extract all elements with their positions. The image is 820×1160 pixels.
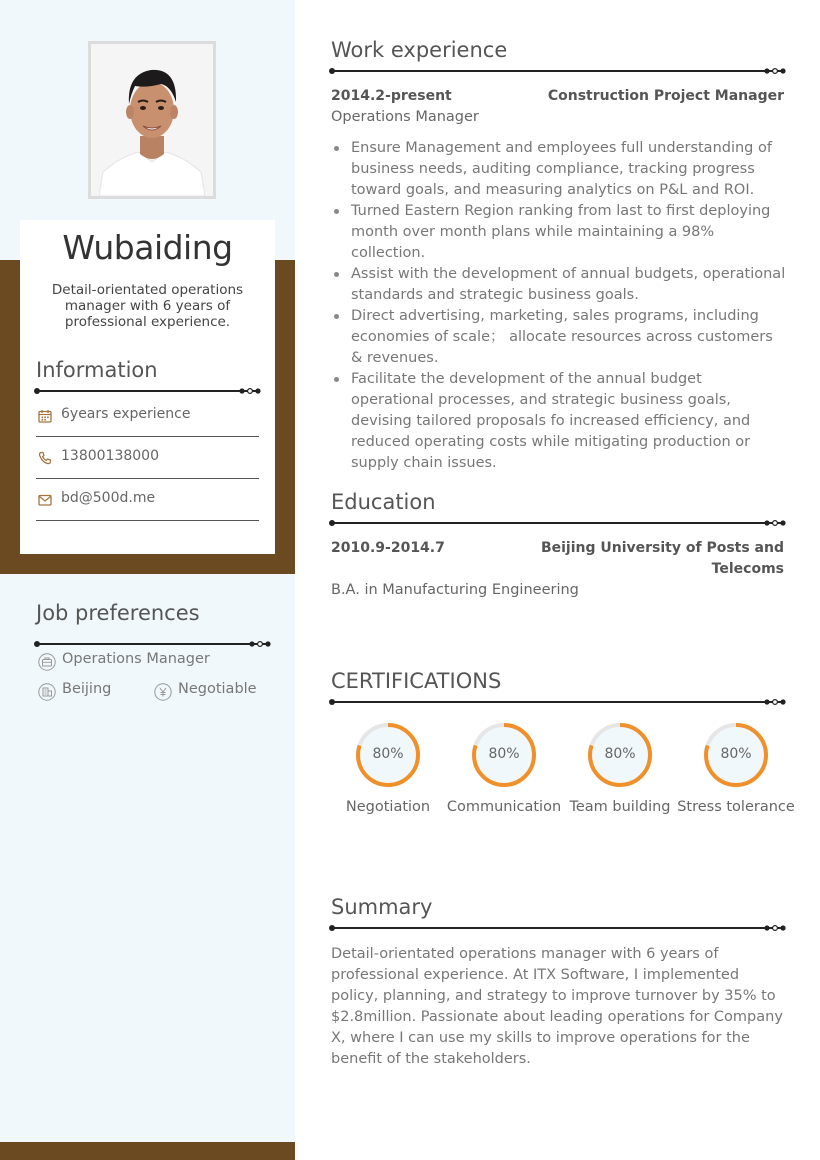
information-title: Information bbox=[36, 358, 158, 382]
cert-label-stress-tolerance: Stress tolerance bbox=[677, 799, 795, 815]
section-divider bbox=[331, 66, 784, 76]
education-date: 2010.9-2014.7 bbox=[331, 540, 445, 556]
list-item: Direct advertising, marketing, sales programs, including economies of scale； allocate resources across customers & revenues. bbox=[331, 306, 786, 369]
profile-name: Wubaiding bbox=[62, 228, 233, 267]
cert-label-negotiation: Negotiation bbox=[345, 799, 431, 815]
cert-label-team-building: Team building bbox=[569, 799, 671, 815]
education-school bbox=[541, 538, 784, 580]
summary-text: Detail-orientated operations manager with 6 years of professional experience. At ITX Software, I implemented policy, planning, and strategy to improve turnover by 35% to $2.8million. Passionate about leading operations for Company X, where I can use my skills to improve operations for the benefit of the stakeholders. bbox=[331, 946, 783, 1067]
calendar-icon bbox=[38, 409, 52, 423]
list-item: Facilitate the development of the annual budget operational processes, and strategic business goals, devising tailored proposals fo increased efficiency, and reduced operating costs while mitigating production or supply chain issues. bbox=[331, 369, 786, 474]
list-item: Assist with the development of annual budgets, operational standards and strategic business goals. bbox=[331, 264, 786, 306]
section-divider bbox=[331, 518, 784, 528]
education-degree: B.A. in Manufacturing Engineering bbox=[331, 582, 579, 598]
summary-title: Summary bbox=[331, 895, 433, 919]
cert-percent: 80% bbox=[372, 746, 404, 762]
cert-ring-stress-tolerance bbox=[701, 720, 771, 790]
info-phone bbox=[36, 437, 259, 479]
cert-percent: 80% bbox=[604, 746, 636, 762]
info-experience-text: 6years experience bbox=[61, 406, 191, 422]
cert-ring-team-building bbox=[585, 720, 655, 790]
phone-icon bbox=[38, 451, 52, 465]
pref-salary bbox=[154, 681, 274, 703]
work-date: 2014.2-present bbox=[331, 88, 452, 104]
briefcase-icon bbox=[38, 653, 56, 671]
work-position: Operations Manager bbox=[331, 109, 479, 125]
education-school-line1: Beijing University of Posts and bbox=[540, 540, 784, 556]
pref-salary-text: Negotiable bbox=[178, 681, 257, 697]
work-experience-title: Work experience bbox=[331, 38, 508, 62]
pref-position bbox=[38, 651, 278, 673]
info-phone-text: 13800138000 bbox=[61, 448, 159, 464]
sidebar-brown-footer bbox=[0, 1142, 295, 1160]
list-item: Turned Eastern Region ranking from last to first deploying month over month plans while maintaining a 98% collection. bbox=[331, 201, 786, 264]
info-email-text[interactable]: bd@500d.me bbox=[61, 490, 156, 506]
avatar bbox=[88, 41, 216, 199]
info-experience bbox=[36, 395, 259, 437]
education-school-line2: Telecoms bbox=[711, 561, 784, 577]
section-divider bbox=[331, 697, 784, 707]
cert-ring-negotiation bbox=[353, 720, 423, 790]
job-preferences-title: Job preferences bbox=[36, 601, 200, 625]
certifications-title: CERTIFICATIONS bbox=[331, 669, 502, 693]
section-divider bbox=[331, 923, 784, 933]
info-email bbox=[36, 479, 259, 521]
education-title: Education bbox=[331, 490, 436, 514]
pref-position-text: Operations Manager bbox=[62, 651, 210, 667]
cert-ring-communication bbox=[469, 720, 539, 790]
yen-icon bbox=[154, 683, 172, 701]
profile-tagline: Detail-orientated operations manager with 6 years of professional experience. bbox=[51, 282, 244, 330]
mail-icon bbox=[38, 493, 52, 507]
section-divider bbox=[36, 639, 269, 649]
pref-city bbox=[38, 681, 148, 703]
building-icon bbox=[38, 683, 56, 701]
profile-card bbox=[20, 220, 275, 554]
list-item: Ensure Management and employees full understanding of business needs, auditing compliance, tracking progress toward goals, and measuring analytics on P&L and ROI. bbox=[331, 138, 786, 201]
cert-percent: 80% bbox=[720, 746, 752, 762]
cert-percent: 80% bbox=[488, 746, 520, 762]
pref-city-text: Beijing bbox=[62, 681, 112, 697]
work-bullet-list bbox=[331, 138, 786, 474]
cert-label-communication: Communication bbox=[446, 799, 562, 815]
portrait-photo bbox=[91, 44, 213, 196]
work-company-role: Construction Project Manager bbox=[547, 88, 784, 104]
